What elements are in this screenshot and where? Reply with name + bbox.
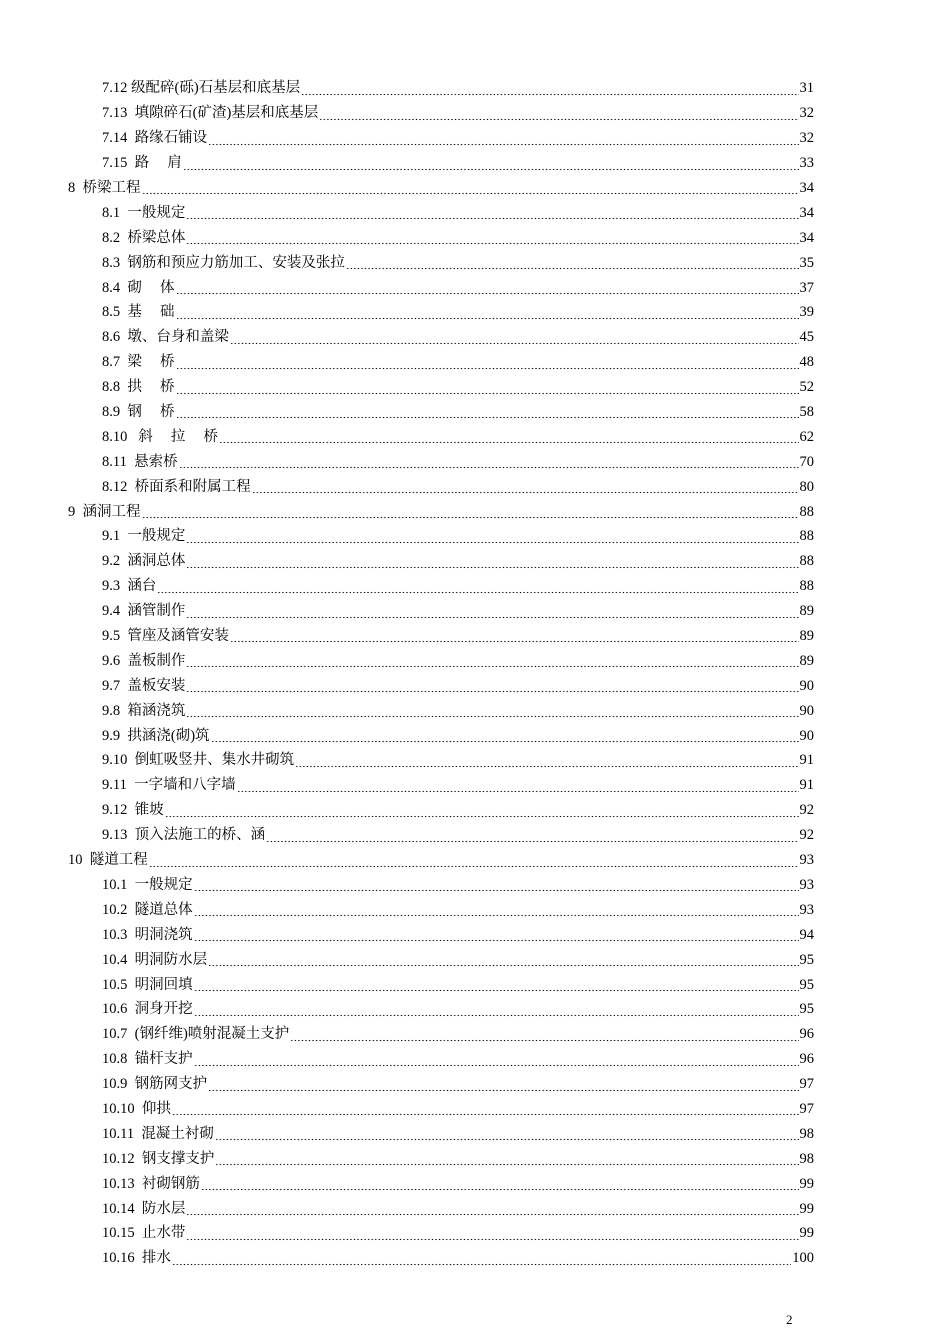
toc-section-entry[interactable]: [0, 897, 950, 922]
toc-entry-label: 8.12 桥面系和附属工程: [102, 478, 251, 495]
toc-dot-leader: [186, 607, 798, 619]
toc-dot-leader: [194, 930, 799, 942]
toc-entry-page: 45: [799, 329, 814, 346]
toc-dot-leader: [176, 283, 799, 295]
toc-entry-page: 89: [799, 628, 814, 645]
toc-entry-page: 88: [799, 503, 814, 520]
toc-section-entry[interactable]: [0, 773, 950, 798]
toc-entry-page: 33: [799, 155, 814, 172]
toc-section-entry[interactable]: [0, 1097, 950, 1122]
toc-entry-page: 99: [799, 1225, 814, 1242]
toc-section-entry[interactable]: [0, 200, 950, 225]
toc-entry-page: 48: [799, 354, 814, 371]
toc-entry-page: 95: [799, 976, 814, 993]
toc-entry-label: 10.15 止水带: [102, 1225, 186, 1242]
toc-entry-page: 90: [799, 677, 814, 694]
toc-entry-label: 10.6 洞身开挖: [102, 1001, 193, 1018]
toc-section-entry[interactable]: [0, 1121, 950, 1146]
toc-dot-leader: [176, 358, 799, 370]
toc-entry-label: 10.2 隧道总体: [102, 901, 193, 918]
toc-section-entry[interactable]: [0, 947, 950, 972]
toc-entry-page: 95: [799, 1001, 814, 1018]
toc-entry-label: 10.11 混凝土衬砌: [102, 1125, 214, 1142]
toc-entry-page: 80: [799, 478, 814, 495]
toc-section-entry[interactable]: [0, 648, 950, 673]
toc-dot-leader: [266, 831, 798, 843]
toc-entry-page: 92: [799, 802, 814, 819]
toc-entry-label: 9.7 盖板安装: [102, 677, 186, 694]
toc-dot-leader: [319, 109, 798, 121]
toc-dot-leader: [186, 681, 798, 693]
toc-dot-leader: [179, 457, 799, 469]
toc-section-entry[interactable]: [0, 798, 950, 823]
toc-entry-page: 39: [799, 304, 814, 321]
toc-entry-label: 10 隧道工程: [68, 852, 148, 869]
toc-entry-label: 7.14 路缘石铺设: [102, 130, 208, 147]
toc-entry-page: 93: [799, 901, 814, 918]
toc-section-entry[interactable]: [0, 474, 950, 499]
toc-entry-page: 88: [799, 553, 814, 570]
toc-dot-leader: [346, 258, 799, 270]
toc-section-entry[interactable]: [0, 225, 950, 250]
toc-section-entry[interactable]: [0, 1246, 950, 1271]
toc-entry-label: 8.9 钢 桥: [102, 404, 175, 421]
toc-dot-leader: [157, 582, 798, 594]
toc-entry-label: 9.6 盖板制作: [102, 652, 186, 669]
toc-section-entry[interactable]: [0, 76, 950, 101]
toc-section-entry[interactable]: [0, 1022, 950, 1047]
toc-entry-page: 89: [799, 603, 814, 620]
toc-entry-label: 10.5 明洞回填: [102, 976, 193, 993]
table-of-contents: [0, 76, 950, 1271]
toc-entry-page: 91: [799, 777, 814, 794]
toc-chapter-entry[interactable]: [0, 499, 950, 524]
toc-section-entry[interactable]: [0, 922, 950, 947]
toc-entry-label: 10.8 锚杆支护: [102, 1051, 193, 1068]
toc-entry-page: 96: [799, 1051, 814, 1068]
toc-entry-page: 95: [799, 951, 814, 968]
toc-section-entry[interactable]: [0, 1146, 950, 1171]
toc-entry-page: 100: [792, 1250, 814, 1267]
toc-entry-page: 99: [799, 1200, 814, 1217]
toc-entry-label: 9 涵洞工程: [68, 503, 141, 520]
toc-dot-leader: [194, 1005, 799, 1017]
toc-entry-page: 32: [799, 105, 814, 122]
toc-dot-leader: [176, 407, 799, 419]
toc-entry-label: 8 桥梁工程: [68, 180, 141, 196]
toc-entry-label: 9.13 顶入法施工的桥、涵: [102, 827, 266, 844]
toc-entry-label: 7.12 级配碎(砾)石基层和底基层: [102, 80, 301, 97]
toc-dot-leader: [186, 706, 798, 718]
toc-entry-label: 8.11 悬索桥: [102, 453, 178, 470]
toc-section-entry[interactable]: [0, 599, 950, 624]
toc-entry-page: 88: [799, 578, 814, 595]
toc-entry-label: 8.1 一般规定: [102, 204, 186, 221]
toc-section-entry[interactable]: [0, 375, 950, 400]
toc-dot-leader: [230, 631, 799, 643]
toc-section-entry[interactable]: [0, 350, 950, 375]
toc-section-entry[interactable]: [0, 524, 950, 549]
toc-dot-leader: [186, 1229, 798, 1241]
toc-dot-leader: [215, 1129, 799, 1141]
toc-dot-leader: [194, 905, 799, 917]
toc-entry-page: 94: [799, 926, 814, 943]
toc-dot-leader: [186, 557, 798, 569]
toc-section-entry[interactable]: [0, 449, 950, 474]
toc-dot-leader: [215, 1154, 798, 1166]
toc-section-entry[interactable]: [0, 126, 950, 151]
toc-section-entry[interactable]: [0, 997, 950, 1022]
toc-section-entry[interactable]: [0, 1171, 950, 1196]
toc-entry-page: 31: [799, 80, 814, 97]
toc-entry-page: 98: [799, 1125, 814, 1142]
toc-dot-leader: [186, 532, 798, 544]
toc-entry-label: 10.12 钢支撑支护: [102, 1150, 215, 1167]
toc-entry-label: 9.8 箱涵浇筑: [102, 702, 186, 719]
toc-entry-page: 52: [799, 379, 814, 396]
toc-entry-page: 97: [799, 1100, 814, 1117]
toc-dot-leader: [186, 233, 798, 245]
toc-entry-label: 9.3 涵台: [102, 578, 157, 595]
toc-entry-label: 10.1 一般规定: [102, 876, 193, 893]
toc-entry-label: 8.2 桥梁总体: [102, 229, 186, 246]
toc-dot-leader: [290, 1030, 798, 1042]
toc-dot-leader: [186, 656, 798, 668]
toc-entry-label: 8.3 钢筋和预应力筋加工、安装及张拉: [102, 254, 345, 271]
toc-entry-label: 10.16 排水: [102, 1250, 171, 1267]
toc-entry-page: 99: [799, 1175, 814, 1192]
toc-entry-label: 7.13 填隙碎石(矿渣)基层和底基层: [102, 105, 319, 122]
toc-entry-label: 7.15 路 肩: [102, 155, 182, 172]
toc-entry-page: 58: [799, 404, 814, 421]
toc-section-entry[interactable]: [0, 151, 950, 176]
toc-section-entry[interactable]: [0, 624, 950, 649]
toc-entry-page: 93: [799, 852, 814, 869]
toc-section-entry[interactable]: [0, 972, 950, 997]
toc-dot-leader: [301, 84, 798, 96]
toc-entry-label: 9.9 拱涵浇(砌)筑: [102, 727, 210, 744]
toc-dot-leader: [295, 756, 798, 768]
toc-entry-page: 32: [799, 130, 814, 147]
toc-entry-page: 34: [799, 229, 814, 246]
toc-entry-label: 8.10 斜 拉 桥: [102, 428, 218, 445]
toc-dot-leader: [149, 856, 799, 868]
toc-section-entry[interactable]: [0, 723, 950, 748]
toc-entry-label: 8.8 拱 桥: [102, 379, 175, 396]
toc-dot-leader: [183, 159, 799, 171]
toc-entry-page: 70: [799, 453, 814, 470]
toc-entry-page: 89: [799, 652, 814, 669]
toc-dot-leader: [208, 134, 798, 146]
toc-entry-page: 35: [799, 254, 814, 271]
toc-entry-label: 8.6 墩、台身和盖梁: [102, 329, 229, 346]
toc-entry-page: 88: [799, 528, 814, 545]
toc-entry-page: 92: [799, 827, 814, 844]
toc-dot-leader: [172, 1104, 799, 1116]
toc-dot-leader: [186, 208, 798, 220]
toc-section-entry[interactable]: [0, 549, 950, 574]
toc-section-entry[interactable]: [0, 1072, 950, 1097]
toc-dot-leader: [176, 383, 799, 395]
toc-entry-label: 9.4 涵管制作: [102, 603, 186, 620]
toc-section-entry[interactable]: [0, 673, 950, 698]
toc-dot-leader: [165, 806, 799, 818]
toc-dot-leader: [172, 1254, 791, 1266]
toc-dot-leader: [252, 482, 799, 494]
toc-section-entry[interactable]: [0, 873, 950, 898]
toc-section-entry[interactable]: [0, 748, 950, 773]
toc-entry-label: 9.1 一般规定: [102, 528, 186, 545]
toc-dot-leader: [142, 183, 799, 195]
toc-entry-label: 10.7 (钢纤维)喷射混凝土支护: [102, 1026, 290, 1043]
toc-section-entry[interactable]: [0, 400, 950, 425]
toc-section-entry[interactable]: [0, 325, 950, 350]
toc-dot-leader: [142, 507, 799, 519]
page-number: 2: [786, 1312, 793, 1327]
toc-entry-label: 10.13 衬砌钢筋: [102, 1175, 200, 1192]
toc-entry-label: 9.11 一字墙和八字墙: [102, 777, 236, 794]
toc-dot-leader: [194, 880, 799, 892]
toc-chapter-entry[interactable]: [0, 176, 950, 201]
toc-dot-leader: [208, 955, 798, 967]
toc-section-entry[interactable]: [0, 823, 950, 848]
toc-dot-leader: [230, 333, 799, 345]
toc-dot-leader: [208, 1080, 798, 1092]
toc-entry-page: 62: [799, 428, 814, 445]
toc-entry-label: 10.4 明洞防水层: [102, 951, 208, 968]
toc-dot-leader: [176, 308, 799, 320]
toc-section-entry[interactable]: [0, 1221, 950, 1246]
toc-section-entry[interactable]: [0, 275, 950, 300]
toc-chapter-entry[interactable]: [0, 848, 950, 873]
toc-dot-leader: [194, 980, 799, 992]
toc-dot-leader: [186, 1204, 798, 1216]
toc-entry-page: 34: [799, 204, 814, 221]
toc-entry-label: 10.10 仰拱: [102, 1100, 171, 1117]
toc-section-entry[interactable]: [0, 250, 950, 275]
toc-entry-page: 98: [799, 1150, 814, 1167]
toc-section-entry[interactable]: [0, 300, 950, 325]
toc-section-entry[interactable]: [0, 1047, 950, 1072]
toc-entry-page: 90: [799, 727, 814, 744]
toc-section-entry[interactable]: [0, 574, 950, 599]
toc-entry-label: 8.4 砌 体: [102, 279, 175, 296]
toc-entry-label: 10.3 明洞浇筑: [102, 926, 193, 943]
toc-entry-page: 90: [799, 702, 814, 719]
toc-entry-page: 37: [799, 279, 814, 296]
toc-dot-leader: [211, 731, 799, 743]
toc-entry-page: 93: [799, 876, 814, 893]
toc-entry-page: 91: [799, 752, 814, 769]
toc-entry-page: 97: [799, 1076, 814, 1093]
toc-section-entry[interactable]: [0, 1196, 950, 1221]
toc-entry-page: 96: [799, 1026, 814, 1043]
toc-section-entry[interactable]: [0, 101, 950, 126]
toc-entry-page: 34: [799, 180, 814, 196]
toc-entry-label: 10.9 钢筋网支护: [102, 1076, 208, 1093]
toc-entry-label: 9.5 管座及涵管安装: [102, 628, 229, 645]
toc-entry-label: 9.10 倒虹吸竖井、集水井砌筑: [102, 752, 295, 769]
toc-entry-label: 9.2 涵洞总体: [102, 553, 186, 570]
toc-dot-leader: [219, 432, 799, 444]
toc-entry-label: 10.14 防水层: [102, 1200, 186, 1217]
toc-entry-label: 8.5 基 础: [102, 304, 175, 321]
toc-dot-leader: [201, 1179, 799, 1191]
toc-entry-label: 9.12 锥坡: [102, 802, 164, 819]
toc-entry-label: 8.7 梁 桥: [102, 354, 175, 371]
toc-dot-leader: [237, 781, 799, 793]
toc-section-entry[interactable]: [0, 424, 950, 449]
toc-section-entry[interactable]: [0, 698, 950, 723]
toc-dot-leader: [194, 1055, 799, 1067]
